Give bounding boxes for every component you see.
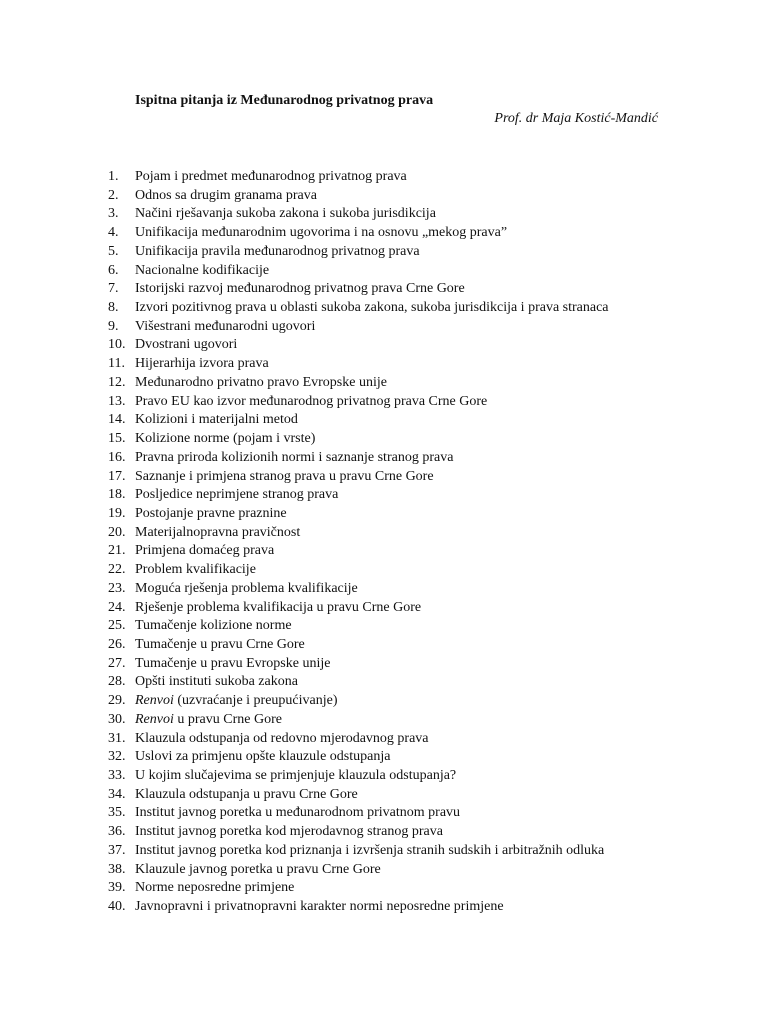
question-item [108,673,708,692]
question-text: Pravo EU kao izvor međunarodnog privatnog prava Crne Gore [135,393,488,409]
question-number: 26. [108,636,126,652]
question-item [108,879,708,898]
question-number: 13. [108,393,126,409]
question-number: 15. [108,431,126,447]
question-number: 3. [108,206,119,222]
question-text: Klauzula odstupanja od redovno mjerodavnog prava [135,730,429,746]
document-title: Ispitna pitanja iz Međunarodnog privatnog prava [135,93,434,108]
question-text: Problem kvalifikacije [135,562,256,578]
question-item [108,468,708,487]
question-number: 6. [108,262,119,278]
question-text: Nacionalne kodifikacije [135,262,270,278]
question-item [108,617,708,636]
question-number: 23. [108,580,126,596]
question-item [108,767,708,786]
question-text: Tumačenje u pravu Crne Gore [135,636,305,652]
question-item [108,823,708,842]
question-italic-term: Renvoi [135,693,174,709]
question-number: 35. [108,805,126,821]
question-text: Institut javnog poretka kod priznanja i izvršenja stranih sudskih i arbitražnih odluka [135,842,605,858]
question-number: 34. [108,786,126,802]
question-number: 5. [108,243,119,259]
question-item [108,205,708,224]
question-number: 18. [108,487,126,503]
question-number: 17. [108,468,126,484]
question-number: 33. [108,768,126,783]
question-text: Načini rješavanja sukoba zakona i sukoba jurisdikcija [135,206,436,222]
question-text: Uslovi za primjenu opšte klauzule odstupanja [135,749,391,765]
question-number: 36. [108,824,126,840]
question-item [108,336,708,355]
question-item [108,430,708,449]
question-number: 7. [108,281,119,297]
question-number: 29. [108,693,126,709]
question-text [135,692,708,711]
question-item [108,524,708,543]
question-item [108,898,708,917]
question-text: Javnopravni i privatnopravni karakter normi neposredne primjene [135,899,504,915]
question-number: 24. [108,599,126,615]
question-text: Materijalnopravna pravičnost [135,524,301,540]
question-text: Pravna priroda kolizionih normi i saznanje stranog prava [135,449,454,465]
question-number: 11. [108,356,125,372]
question-item [108,655,708,674]
question-item [108,243,708,262]
document-author: Prof. dr Maja Kostić-Mandić [494,111,658,126]
question-item [108,804,708,823]
question-number: 32. [108,749,126,765]
question-item [108,580,708,599]
question-number: 20. [108,524,126,540]
question-text: Klauzule javnog poretka u pravu Crne Gore [135,861,381,877]
question-text: Institut javnog poretka u međunarodnom privatnom pravu [135,805,461,821]
question-text: Posljedice neprimjene stranog prava [135,487,339,503]
question-item [108,730,708,749]
question-number: 37. [108,842,126,858]
question-item [108,393,708,412]
question-number: 8. [108,300,119,316]
question-number: 25. [108,618,126,634]
question-text: Opšti instituti sukoba zakona [135,674,298,690]
question-text-rest: (uzvraćanje i preupućivanje) [173,693,338,709]
question-item [108,692,708,711]
question-text [135,711,708,730]
question-item [108,262,708,281]
question-number: 1. [108,169,119,184]
question-number: 16. [108,449,126,465]
question-text: Višestrani međunarodni ugovori [135,318,316,334]
question-text: U kojim slučajevima se primjenjuje klauzula odstupanja? [135,768,457,783]
question-text: Klauzula odstupanja u pravu Crne Gore [135,786,358,802]
question-number: 19. [108,505,126,521]
question-italic-term: Renvoi [135,711,174,727]
question-number: 14. [108,412,126,428]
question-item [108,599,708,618]
question-number: 21. [108,543,126,559]
question-item [108,411,708,430]
question-item [108,505,708,524]
question-number: 30. [108,711,126,727]
question-item [108,168,708,187]
question-text: Dvostrani ugovori [135,337,238,353]
question-number: 39. [108,880,126,896]
question-text: Unifikacija pravila međunarodnog privatnog prava [135,243,420,259]
question-number: 31. [108,730,126,746]
question-item [108,449,708,468]
question-text: Tumačenje u pravu Evropske unije [135,655,331,671]
question-list [108,168,708,917]
question-item [108,542,708,561]
question-item [108,318,708,337]
question-item [108,842,708,861]
question-item [108,486,708,505]
question-number: 40. [108,899,126,915]
question-number: 28. [108,674,126,690]
question-item [108,299,708,318]
question-item [108,786,708,805]
question-number: 22. [108,562,126,578]
question-number: 2. [108,187,119,203]
question-text: Odnos sa drugim granama prava [135,187,317,203]
question-text: Postojanje pravne praznine [135,505,287,521]
question-text: Norme neposredne primjene [135,880,295,896]
question-text: Institut javnog poretka kod mjerodavnog stranog prava [135,824,443,840]
question-item [108,355,708,374]
question-text: Unifikacija međunarodnim ugovorima i na osnovu „mekog prava” [135,225,508,241]
question-number: 12. [108,374,126,390]
question-number: 9. [108,318,119,334]
question-item [108,711,708,730]
question-text: Tumačenje kolizione norme [135,618,292,634]
question-text-rest: u pravu Crne Gore [173,711,282,727]
question-text: Kolizione norme (pojam i vrste) [135,431,316,447]
question-number: 10. [108,337,126,353]
question-text: Saznanje i primjena stranog prava u pravu Crne Gore [135,468,434,484]
question-text: Primjena domaćeg prava [135,543,275,559]
question-number: 4. [108,225,119,241]
question-text: Kolizioni i materijalni metod [135,412,298,428]
question-item [108,187,708,206]
question-text: Hijerarhija izvora prava [135,356,269,372]
question-item [108,861,708,880]
question-item [108,374,708,393]
question-text: Izvori pozitivnog prava u oblasti sukoba zakona, sukoba jurisdikcija i prava stranaca [135,300,609,316]
question-item [108,636,708,655]
question-text: Rješenje problema kvalifikacija u pravu Crne Gore [135,599,422,615]
question-text: Istorijski razvoj međunarodnog privatnog prava Crne Gore [135,281,465,297]
question-text: Međunarodno privatno pravo Evropske unije [135,374,387,390]
question-text: Moguća rješenja problema kvalifikacije [135,580,358,596]
question-text: Pojam i predmet međunarodnog privatnog prava [135,169,407,184]
question-item [108,280,708,299]
question-item [108,748,708,767]
question-item [108,224,708,243]
question-number: 38. [108,861,126,877]
question-item [108,561,708,580]
question-number: 27. [108,655,126,671]
